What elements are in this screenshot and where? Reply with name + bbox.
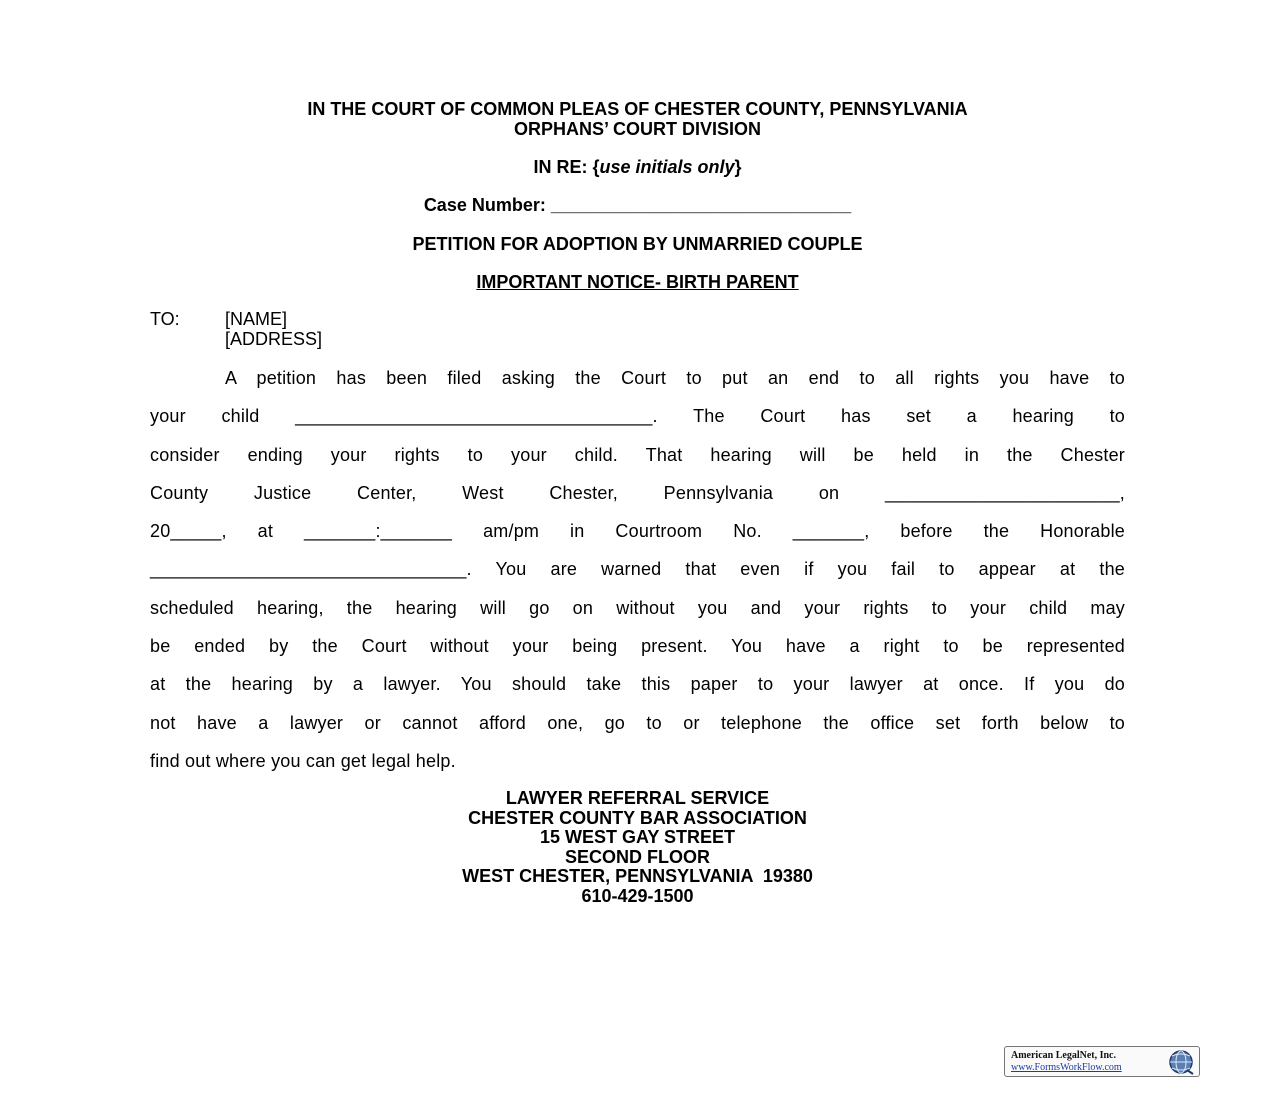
case-number-line: Case Number: ______________________________ [423, 195, 852, 215]
in-re-label: IN RE: { [533, 157, 600, 177]
body-line: County Justice Center, West Chester, Pennsylvania on _______________________, [150, 482, 1125, 503]
referral-phone: 610-429-1500 [581, 885, 694, 906]
forms-workflow-badge[interactable] [1004, 1046, 1200, 1077]
body-line: A petition has been filed asking the Court to put an end to all rights you have to [225, 368, 1125, 388]
recipient-address: [ADDRESS] [225, 328, 323, 349]
lawyer-referral-block [0, 789, 1275, 906]
petition-title: PETITION FOR ADOPTION BY UNMARRIED COUPLE [412, 234, 863, 254]
body-line: 20_____, at _______:_______ am/pm in Courtroom No. _______, before the Honorable [150, 521, 1125, 542]
badge-url-link[interactable]: www.FormsWorkFlow.com [1011, 1062, 1122, 1073]
referral-service-name: LAWYER REFERRAL SERVICE [505, 788, 770, 808]
in-re-hint: use initials only [599, 157, 735, 177]
body-line: your child ___________________________________. The Court has set a hearing to [150, 406, 1125, 427]
recipient-name: [NAME] [225, 309, 288, 329]
badge-company: American LegalNet, Inc. [1011, 1050, 1116, 1061]
body-line: _______________________________. You are warned that even if you fail to appear at the [150, 559, 1125, 580]
referral-floor: SECOND FLOOR [564, 846, 710, 867]
globe-logo-icon [1167, 1049, 1195, 1075]
division-caption: ORPHANS’ COURT DIVISION [513, 119, 762, 139]
body-line: not have a lawyer or cannot afford one, go to or telephone the office set forth below to [150, 712, 1125, 733]
notice-body [150, 368, 1125, 789]
body-line: scheduled hearing, the hearing will go on without you and your rights to your child may [150, 597, 1125, 618]
in-re-close: } [734, 157, 742, 177]
in-re-line [0, 157, 1275, 177]
body-line: be ended by the Court without your being present. You have a right to be represented [150, 636, 1125, 657]
body-line: consider ending your rights to your child. That hearing will be held in the Chester [150, 444, 1125, 465]
notice-heading: IMPORTANT NOTICE- BIRTH PARENT [476, 272, 799, 292]
referral-organization: CHESTER COUNTY BAR ASSOCIATION [468, 807, 807, 828]
referral-street: 15 WEST GAY STREET [539, 827, 736, 847]
court-caption: IN THE COURT OF COMMON PLEAS OF CHESTER COUNTY, PENNSYLVANIA [307, 99, 968, 119]
referral-city: WEST CHESTER, PENNSYLVANIA 19380 [462, 866, 813, 886]
to-label: TO: [150, 309, 180, 329]
body-line: at the hearing by a lawyer. You should take this paper to your lawyer at once. If you do [150, 674, 1125, 695]
body-line: find out where you can get legal help. [150, 750, 456, 771]
